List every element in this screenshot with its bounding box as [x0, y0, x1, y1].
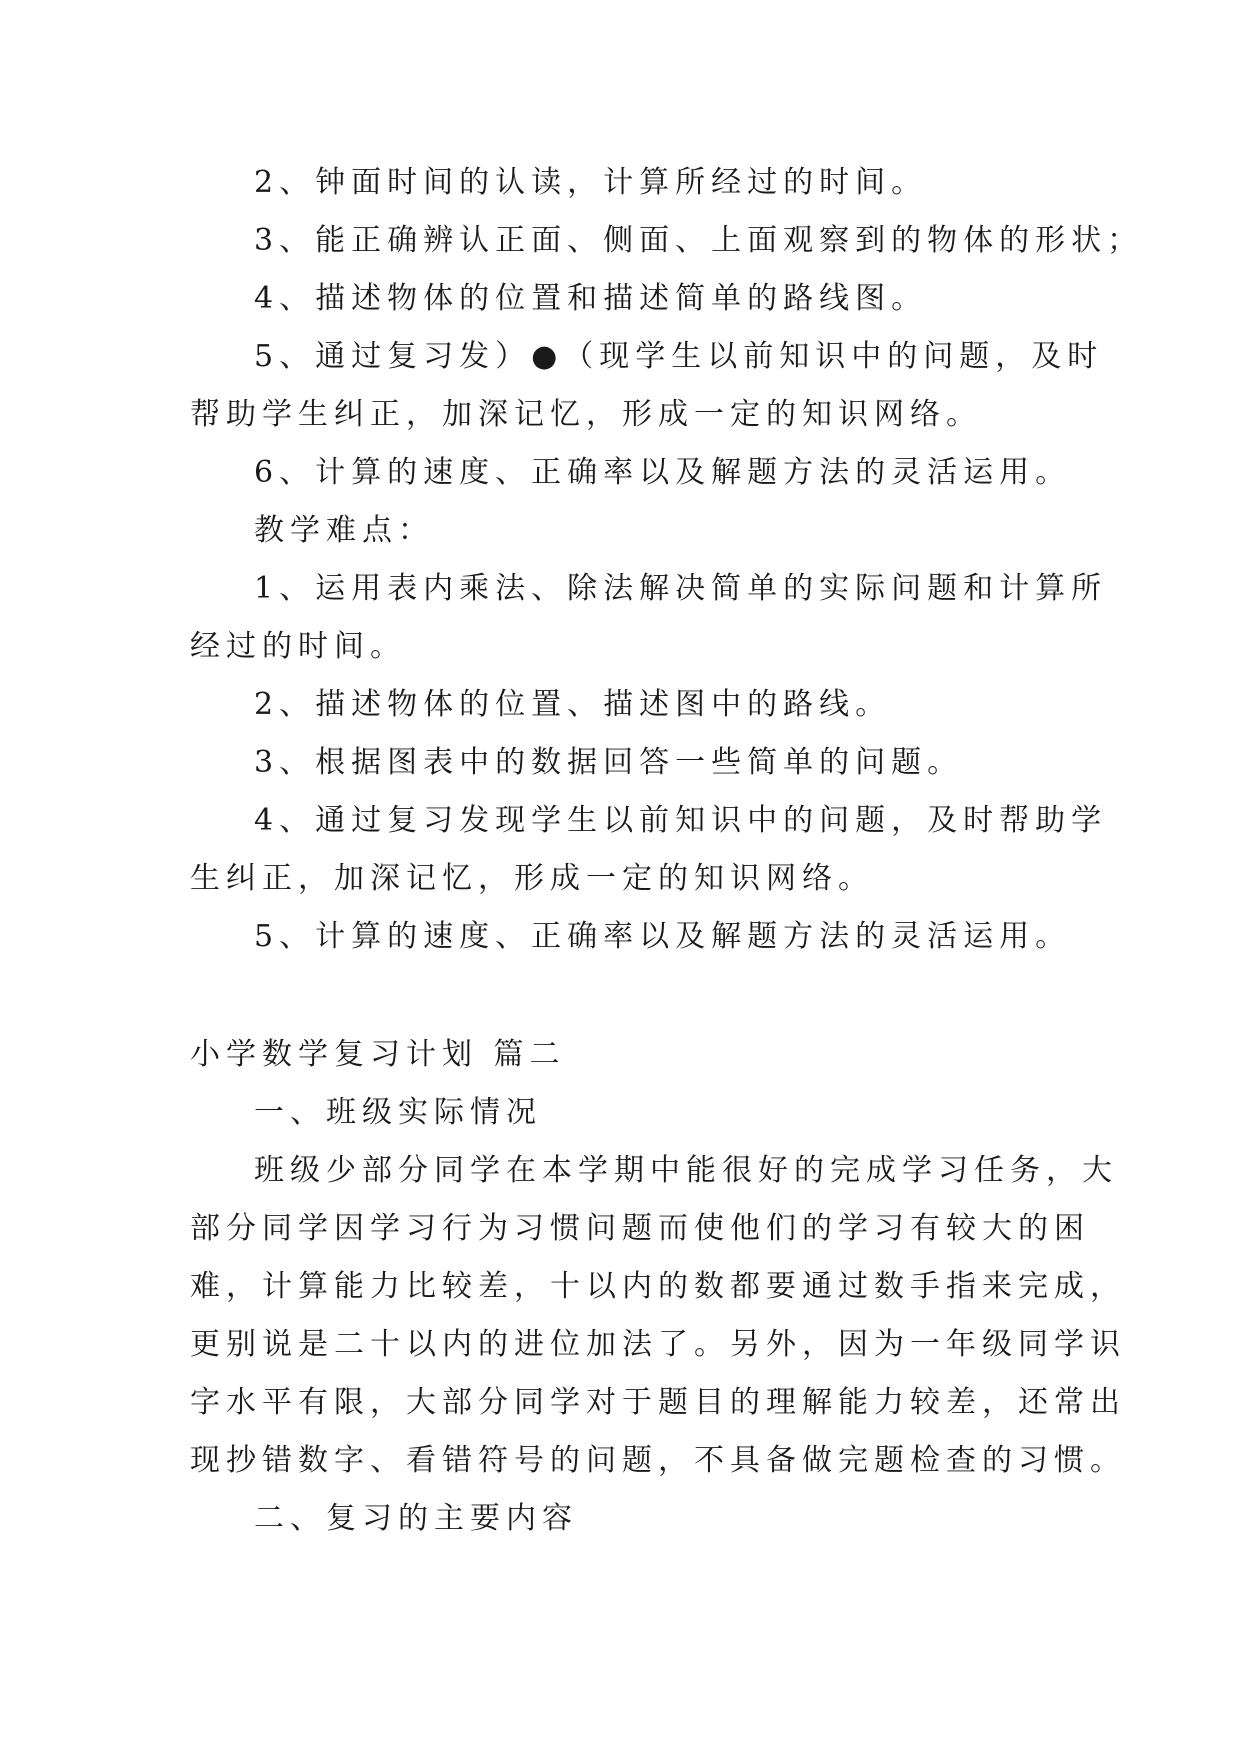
paragraph-line: 帮助学生纠正，加深记忆，形成一定的知识网络。	[190, 397, 982, 432]
paragraph-line: 4、描述物体的位置和描述简单的路线图。	[254, 281, 928, 316]
paragraph-line: 6、计算的速度、正确率以及解题方法的灵活运用。	[254, 455, 1072, 490]
subheading: 教学难点：	[254, 513, 434, 548]
paragraph-line: 5、通过复习发）●（现学生以前知识中的问题，及时	[254, 339, 1104, 374]
paragraph-line: 班级少部分同学在本学期中能很好的完成学习任务，大	[254, 1153, 1118, 1188]
paragraph-line: 经过的时间。	[190, 629, 406, 664]
paragraph-line: 2、钟面时间的认读，计算所经过的时间。	[254, 165, 928, 200]
paragraph-line: 3、根据图表中的数据回答一些简单的问题。	[254, 745, 964, 780]
document-body	[190, 154, 1144, 1548]
paragraph-line: 5、计算的速度、正确率以及解题方法的灵活运用。	[254, 919, 1072, 954]
paragraph-line: 现抄错数字、看错符号的问题，不具备做完题检查的习惯。	[190, 1443, 1126, 1478]
paragraph-line: 生纠正，加深记忆，形成一定的知识网络。	[190, 861, 874, 896]
paragraph-line: 字水平有限，大部分同学对于题目的理解能力较差，还常出	[190, 1385, 1126, 1420]
paragraph-line: 更别说是二十以内的进位加法了。另外，因为一年级同学识	[190, 1327, 1126, 1362]
paragraph-line: 难，计算能力比较差，十以内的数都要通过数手指来完成，	[190, 1269, 1126, 1304]
section-title: 小学数学复习计划 篇二	[190, 1037, 566, 1072]
paragraph-line: 4、通过复习发现学生以前知识中的问题，及时帮助学	[254, 803, 1108, 838]
section-heading: 一、班级实际情况	[254, 1095, 542, 1130]
section-heading: 二、复习的主要内容	[254, 1501, 578, 1536]
paragraph-line: 2、描述物体的位置、描述图中的路线。	[254, 687, 892, 722]
paragraph-line: 1、运用表内乘法、除法解决简单的实际问题和计算所	[254, 571, 1108, 606]
paragraph-line: 3、能正确辨认正面、侧面、上面观察到的物体的形状；	[254, 223, 1144, 258]
paragraph-line: 部分同学因学习行为习惯问题而使他们的学习有较大的困	[190, 1211, 1090, 1246]
